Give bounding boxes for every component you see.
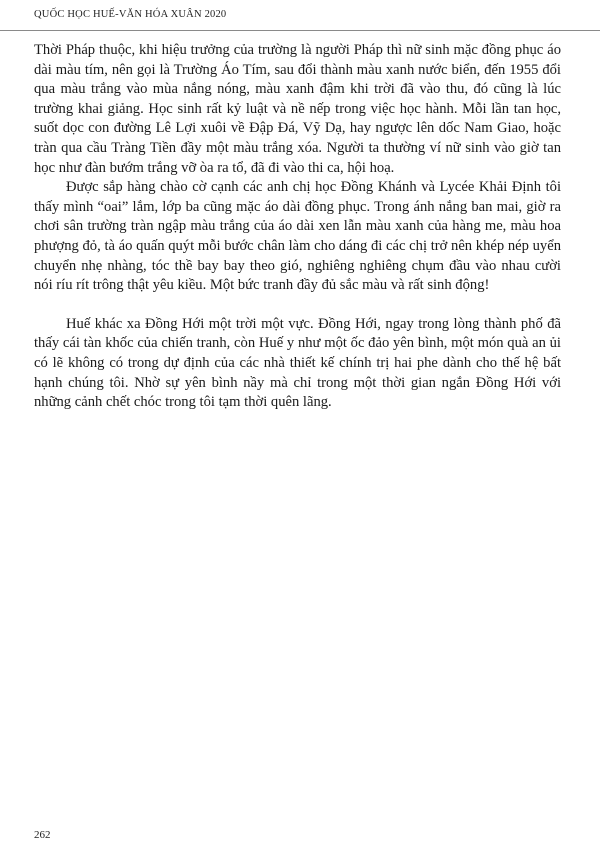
paragraph-2: Được sắp hàng chào cờ cạnh các anh chị học Đồng Khánh và Lycée Khải Định tôi thấy mình “oai” lắm, lớp ba cũng mặc áo dài đồng phục. Trong ánh nắng ban mai, giờ ra chơi sân trường tràn ngập màu trắng của áo dài xen lẫn màu xanh của hàng me, màu hoa phượng đỏ, tà áo quấn quýt mỗi bước chân làm cho dáng đi các chị trở nên khép nép uyển chuyển nhẹ nhàng, tóc thề bay bay theo gió, nghiêng nghiêng chụm đầu vào nhau cười nói ríu rít trông thật yêu kiều. Một bức tranh đầy đủ sắc màu và rất sinh động!	[34, 179, 561, 294]
body-text	[34, 41, 561, 413]
paragraph-1: Thời Pháp thuộc, khi hiệu trưởng của trường là người Pháp thì nữ sinh mặc đồng phục áo dài màu tím, nên gọi là Trường Áo Tím, sau đổi thành màu xanh nước biển, đến 1955 đổi qua màu trắng vào mùa nắng nóng, màu xanh đậm khi trời đã vào thu, đó cũng là lúc trường khai giảng. Học sinh rất kỷ luật và nề nếp trong việc học hành. Mỗi lần tan học, suốt dọc con đường Lê Lợi xuôi về Đập Đá, Vỹ Dạ, hay ngược lên dốc Nam Giao, hoặc tràn qua cầu Tràng Tiền đầy một màu trắng xóa. Người ta thường ví nữ sinh vào giờ tan học như đàn bướm trắng vỡ òa ra tổ, đã đi vào thi ca, hội hoạ.	[34, 42, 561, 176]
running-header: QUỐC HỌC HUẾ-VĂN HÓA XUÂN 2020	[34, 9, 227, 20]
page-number: 262	[34, 829, 51, 841]
paragraph-3: Huế khác xa Đồng Hới một trời một vực. Đồng Hới, ngay trong lòng thành phố đã thấy cái tàn khốc của chiến tranh, còn Huế y như một ốc đảo yên bình, một món quà an ủi có lẽ không có trong dự định của các nhà thiết kế chính trị hai phe dành cho thế hệ bất hạnh chúng tôi. Nhờ sự yên bình nầy mà chỉ trong một thời gian ngắn Đồng Hới với những cảnh chết chóc trong tôi tạm thời quên lãng.	[34, 315, 561, 411]
header-divider	[0, 30, 600, 31]
